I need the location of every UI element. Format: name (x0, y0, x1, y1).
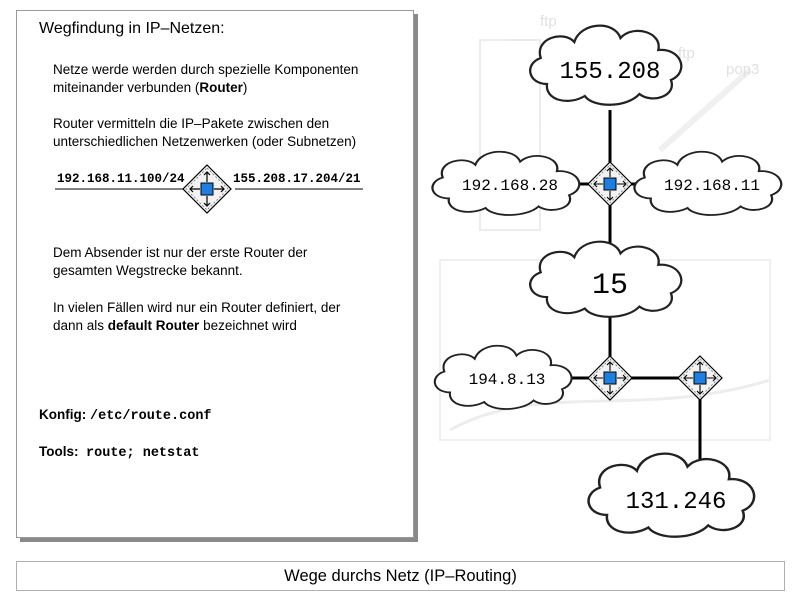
bg-label-ftp: ftp (540, 13, 557, 30)
paragraph-line: Netze werde werden durch spezielle Komponenten (53, 62, 359, 77)
caption-bar (16, 561, 785, 591)
tools-line (39, 444, 199, 461)
paragraph-line (53, 317, 340, 335)
cloud-label: 15 (591, 269, 629, 303)
text-span: bezeichnet wird (199, 318, 297, 333)
cloud-label: 192.168.28 (461, 177, 559, 195)
panel-title: Wegfindung in IP–Netzen: (39, 20, 225, 37)
text-span: ) (242, 80, 248, 95)
config-label: Konfig: (39, 407, 87, 422)
text-span: dann als (53, 318, 108, 333)
config-value: /etc/route.conf (90, 409, 212, 424)
config-line (39, 407, 212, 424)
paragraph-netze (53, 61, 358, 97)
bg-label-pop3: pop3 (726, 61, 760, 78)
paragraph-line: unterschiedlichen Netzenwerken (oder Subnetzen) (53, 134, 357, 149)
paragraph-default-router (53, 299, 340, 335)
info-panel (16, 10, 414, 538)
router-example-diagram (55, 161, 367, 217)
tools-label: Tools: (39, 444, 79, 459)
caption-text: Wege durchs Netz (IP–Routing) (284, 567, 517, 585)
network-diagram (420, 0, 800, 560)
router-icon-bottom-left (588, 356, 632, 400)
router-ip-right: 155.208.17.204/21 (233, 172, 361, 186)
router-ip-left: 192.168.11.100/24 (57, 172, 185, 186)
cloud-label: 155.208 (559, 59, 661, 86)
tools-value: route; netstat (86, 446, 200, 461)
cloud-label: 192.168.11 (663, 177, 761, 195)
paragraph-line: Dem Absender ist nur der erste Router der (53, 245, 308, 260)
router-icon-top (588, 162, 632, 206)
paragraph-router (53, 115, 356, 151)
router-icon (183, 165, 231, 213)
paragraph-line: Router vermitteln die IP–Pakete zwischen den (53, 116, 330, 131)
cloud-label: 131.246 (625, 489, 727, 516)
paragraph-line: gesamten Wegstrecke bekannt. (53, 263, 243, 278)
text-span: miteinander verbunden ( (53, 80, 200, 95)
default-router-bold: default Router (107, 318, 200, 333)
paragraph-absender (53, 244, 307, 280)
paragraph-line (53, 79, 358, 97)
paragraph-line: In vielen Fällen wird nur ein Router definiert, der (53, 300, 341, 315)
router-bold: Router (199, 80, 243, 95)
bg-label-ftp-2: ftp (678, 45, 695, 62)
cloud-label: 194.8.13 (468, 371, 546, 389)
